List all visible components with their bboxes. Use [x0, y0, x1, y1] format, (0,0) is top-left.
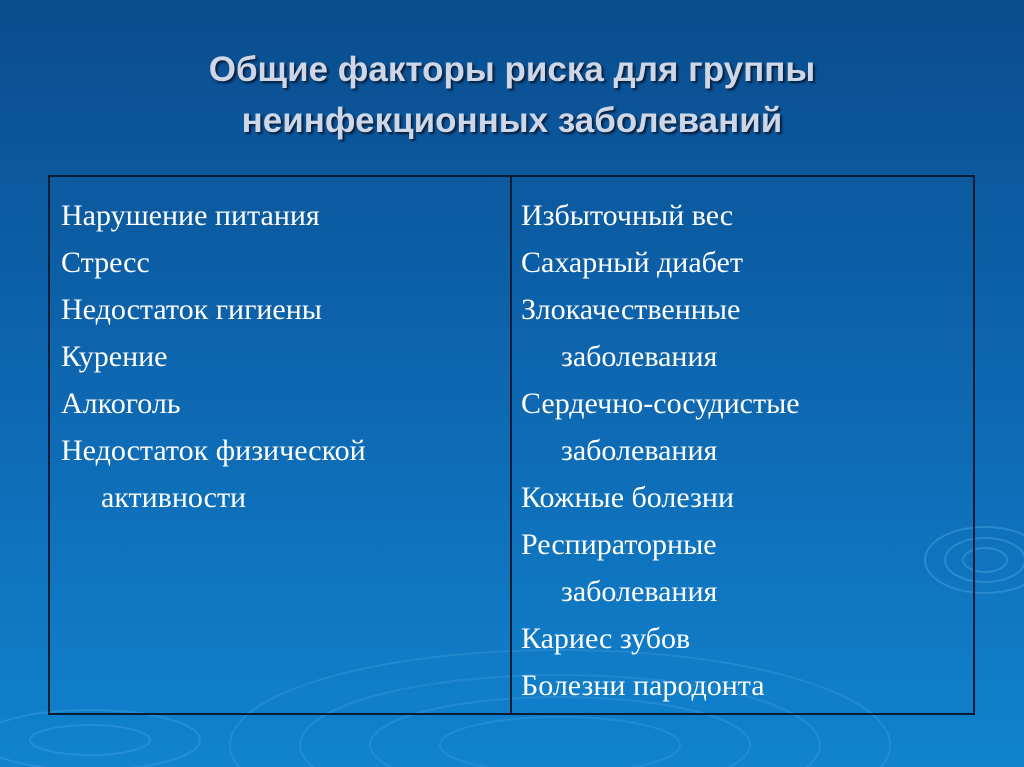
- slide-title-line-1: Общие факторы риска для группы: [208, 50, 816, 89]
- list-item: Стресс: [61, 246, 150, 279]
- list-item: Нарушение питания: [61, 199, 320, 232]
- list-item: Алкоголь: [61, 387, 181, 420]
- list-item: Сахарный диабет: [521, 246, 743, 279]
- list-item: Недостаток физической активности: [61, 434, 366, 514]
- list-item: Недостаток гигиены: [61, 293, 322, 326]
- risk-factors-column: [50, 177, 512, 713]
- list-item: Респираторные заболевания: [521, 528, 718, 608]
- list-item: Кожные болезни: [521, 481, 735, 514]
- list-item: Избыточный вес: [521, 199, 734, 232]
- diseases-column: [512, 177, 973, 713]
- list-item: Кариес зубов: [521, 622, 691, 655]
- list-item: Курение: [61, 340, 168, 373]
- list-item: Болезни пародонта: [521, 669, 765, 702]
- list-item: Сердечно-сосудистые заболевания: [521, 387, 800, 467]
- slide-title-line-2: неинфекционных заболеваний: [241, 101, 783, 140]
- slide-title: [0, 44, 1024, 146]
- risk-factors-table: [48, 175, 975, 715]
- list-item: Злокачественные заболевания: [521, 293, 741, 373]
